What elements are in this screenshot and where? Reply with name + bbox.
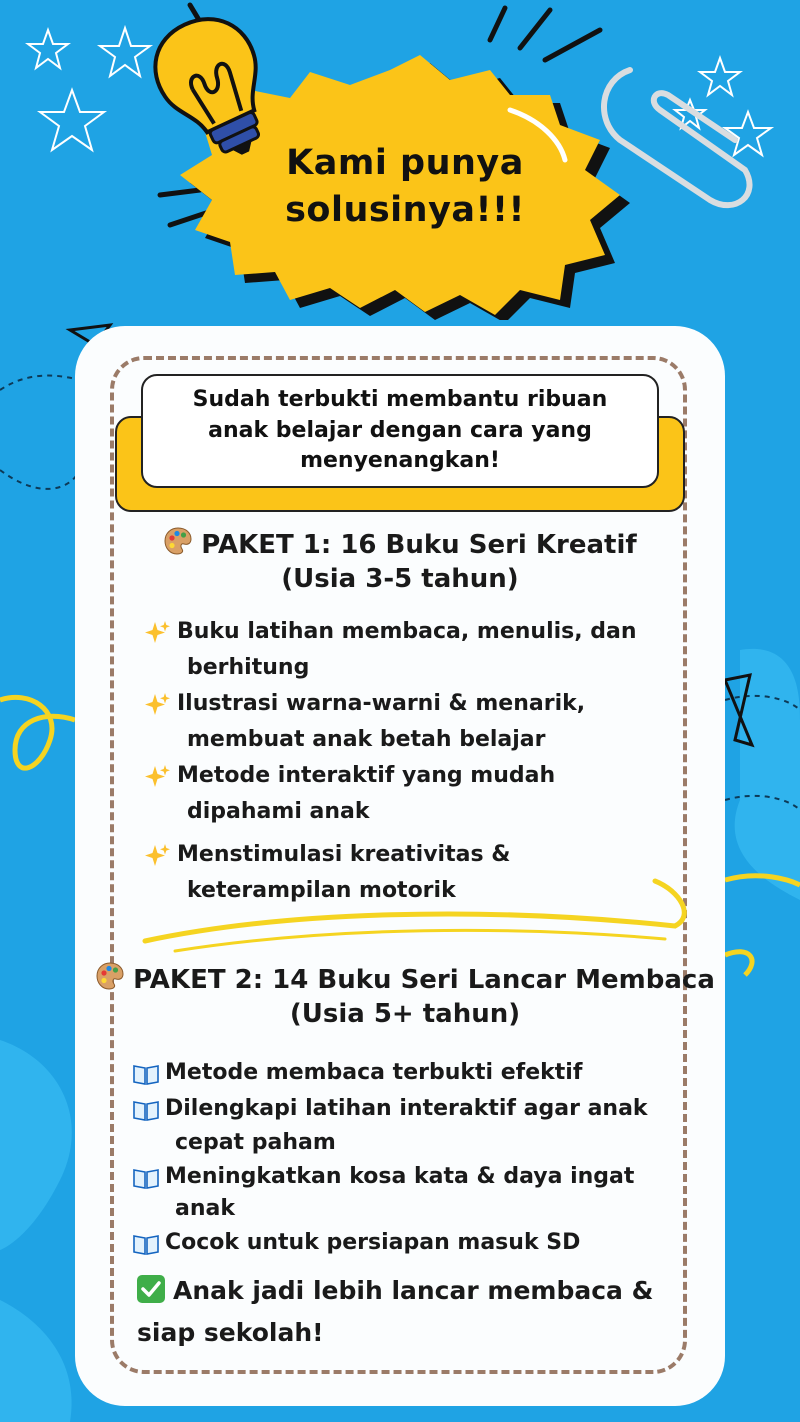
paket2-title [95, 961, 715, 1032]
intro-line: Sudah terbukti membantu ribuan [192, 386, 608, 412]
star-icon [28, 28, 150, 150]
paket1-title-line1: PAKET 1: 16 Buku Seri Kreatif [201, 530, 637, 560]
yellow-swoosh [135, 871, 695, 961]
closing-line2: siap sekolah! [137, 1318, 324, 1347]
paket1-item-line2: keterampilan motorik [187, 878, 456, 903]
dashed-curve [0, 376, 80, 489]
paket2-item-line1: Dilengkapi latihan interaktif agar anak [165, 1096, 648, 1121]
paket1-item [145, 758, 685, 830]
intro-text [177, 385, 624, 477]
sparkles-icon [145, 620, 171, 658]
sparkles-icon [145, 764, 171, 802]
paket1-title-line2: (Usia 3-5 tahun) [281, 563, 519, 594]
paket1-item-line1: Metode interaktif yang mudah [177, 763, 556, 788]
paket2-item-line2: anak [175, 1196, 235, 1221]
intro-line: anak belajar dengan cara yang [208, 417, 592, 443]
open-book-icon [133, 1232, 159, 1266]
paket1-item [145, 686, 685, 758]
paket1-item-line2: berhitung [187, 655, 310, 680]
headline-line: solusinya!!! [285, 190, 525, 231]
paket2-item-line1: Cocok untuk persiapan masuk SD [165, 1230, 581, 1255]
check-mark-icon [137, 1275, 165, 1303]
paket2-item [133, 1161, 693, 1225]
content-card [75, 326, 725, 1406]
paket2-item-line1: Metode membaca terbukti efektif [165, 1060, 583, 1085]
closing-line1: Anak jadi lebih lancar membaca & [173, 1276, 654, 1305]
paket1-item [145, 614, 685, 686]
intro-box [141, 374, 659, 488]
open-book-icon [133, 1098, 159, 1132]
intro-line: menyenangkan! [300, 448, 500, 474]
bg-wave [0, 1040, 72, 1250]
palette-icon [163, 526, 193, 556]
paket2-title-line1: PAKET 2: 14 Buku Seri Lancar Membaca [133, 965, 715, 995]
sparkles-icon [145, 692, 171, 730]
paket2-item [133, 1092, 693, 1160]
bg-wave [0, 1300, 72, 1422]
paket1-title [135, 526, 665, 597]
headline [240, 140, 570, 235]
palette-icon [95, 961, 125, 991]
paket1-item-line2: membuat anak betah belajar [187, 727, 546, 752]
open-book-icon [133, 1062, 159, 1096]
bg-wave [735, 649, 800, 900]
yellow-swirl [0, 697, 75, 768]
closing-statement [137, 1270, 677, 1354]
open-book-icon [133, 1167, 159, 1199]
paket2-item-line2: cepat paham [175, 1130, 336, 1155]
paket2-item [133, 1056, 693, 1090]
headline-line: Kami punya [286, 143, 524, 183]
paket1-item-line1: Ilustrasi warna-warni & menarik, [177, 691, 586, 716]
paket2-item [133, 1226, 693, 1260]
paket2-title-line2: (Usia 5+ tahun) [289, 998, 521, 1029]
paket2-item-line1: Meningkatkan kosa kata & daya ingat [165, 1164, 635, 1189]
paket1-item-line1: Menstimulasi kreativitas & [177, 842, 511, 867]
paket1-item-line1: Buku latihan membaca, menulis, dan [177, 619, 637, 644]
paket1-item-line2: dipahami anak [187, 799, 370, 824]
